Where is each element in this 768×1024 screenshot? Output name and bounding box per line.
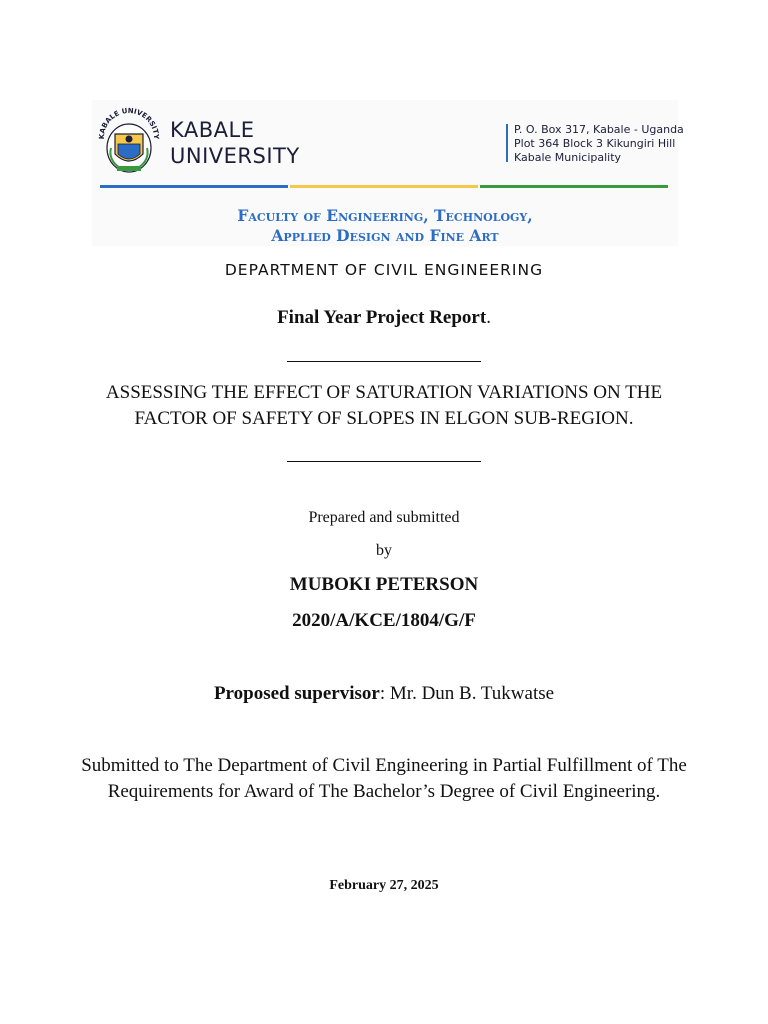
supervisor-separator: : [379, 683, 390, 704]
faculty-name-line2: Applied Design and Fine Art [271, 226, 499, 245]
supervisor-line [0, 682, 768, 706]
stripe-blue [100, 185, 288, 188]
address-line-1: P. O. Box 317, Kabale - Uganda [514, 123, 684, 136]
report-label: Final Year Project Report [277, 307, 487, 328]
registration-number: 2020/A/KCE/1804/G/F [292, 610, 476, 631]
address-line-3: Kabale Municipality [514, 151, 622, 164]
submission-date: February 27, 2025 [329, 878, 439, 893]
by-label: by [376, 542, 392, 559]
university-name-line2: UNIVERSITY [170, 144, 300, 168]
supervisor-name: Mr. Dun B. Tukwatse [389, 683, 555, 704]
stripe-yellow [290, 185, 478, 188]
seal-text: KABALE UNIVERSITY [98, 106, 160, 140]
title-rule-bottom [287, 461, 481, 462]
department-heading: DEPARTMENT OF CIVIL ENGINEERING [224, 261, 544, 279]
report-type [0, 306, 768, 330]
university-seal-logo [98, 104, 160, 176]
author-name: MUBOKI PETERSON [289, 574, 479, 595]
faculty-name-line1: Faculty of Engineering, Technology, [237, 206, 533, 225]
university-name-line1: KABALE [170, 118, 255, 142]
project-title: ASSESSING THE EFFECT OF SATURATION VARIATIONS ON THE FACTOR OF SAFETY OF SLOPES IN ELGON SUB-REGION. [105, 382, 663, 429]
submission-statement: Submitted to The Department of Civil Engineering in Partial Fulfillment of The Requirements for Award of The Bachelor’s Degree of Civil Engineering. [81, 755, 687, 802]
address-line-2: Plot 364 Block 3 Kikungiri Hill [514, 137, 676, 150]
supervisor-label: Proposed supervisor [213, 683, 380, 704]
address-divider [506, 124, 508, 162]
title-rule-top [287, 361, 481, 362]
report-period: . [486, 307, 491, 328]
stripe-green [480, 185, 668, 188]
prepared-label: Prepared and submitted [308, 509, 460, 526]
